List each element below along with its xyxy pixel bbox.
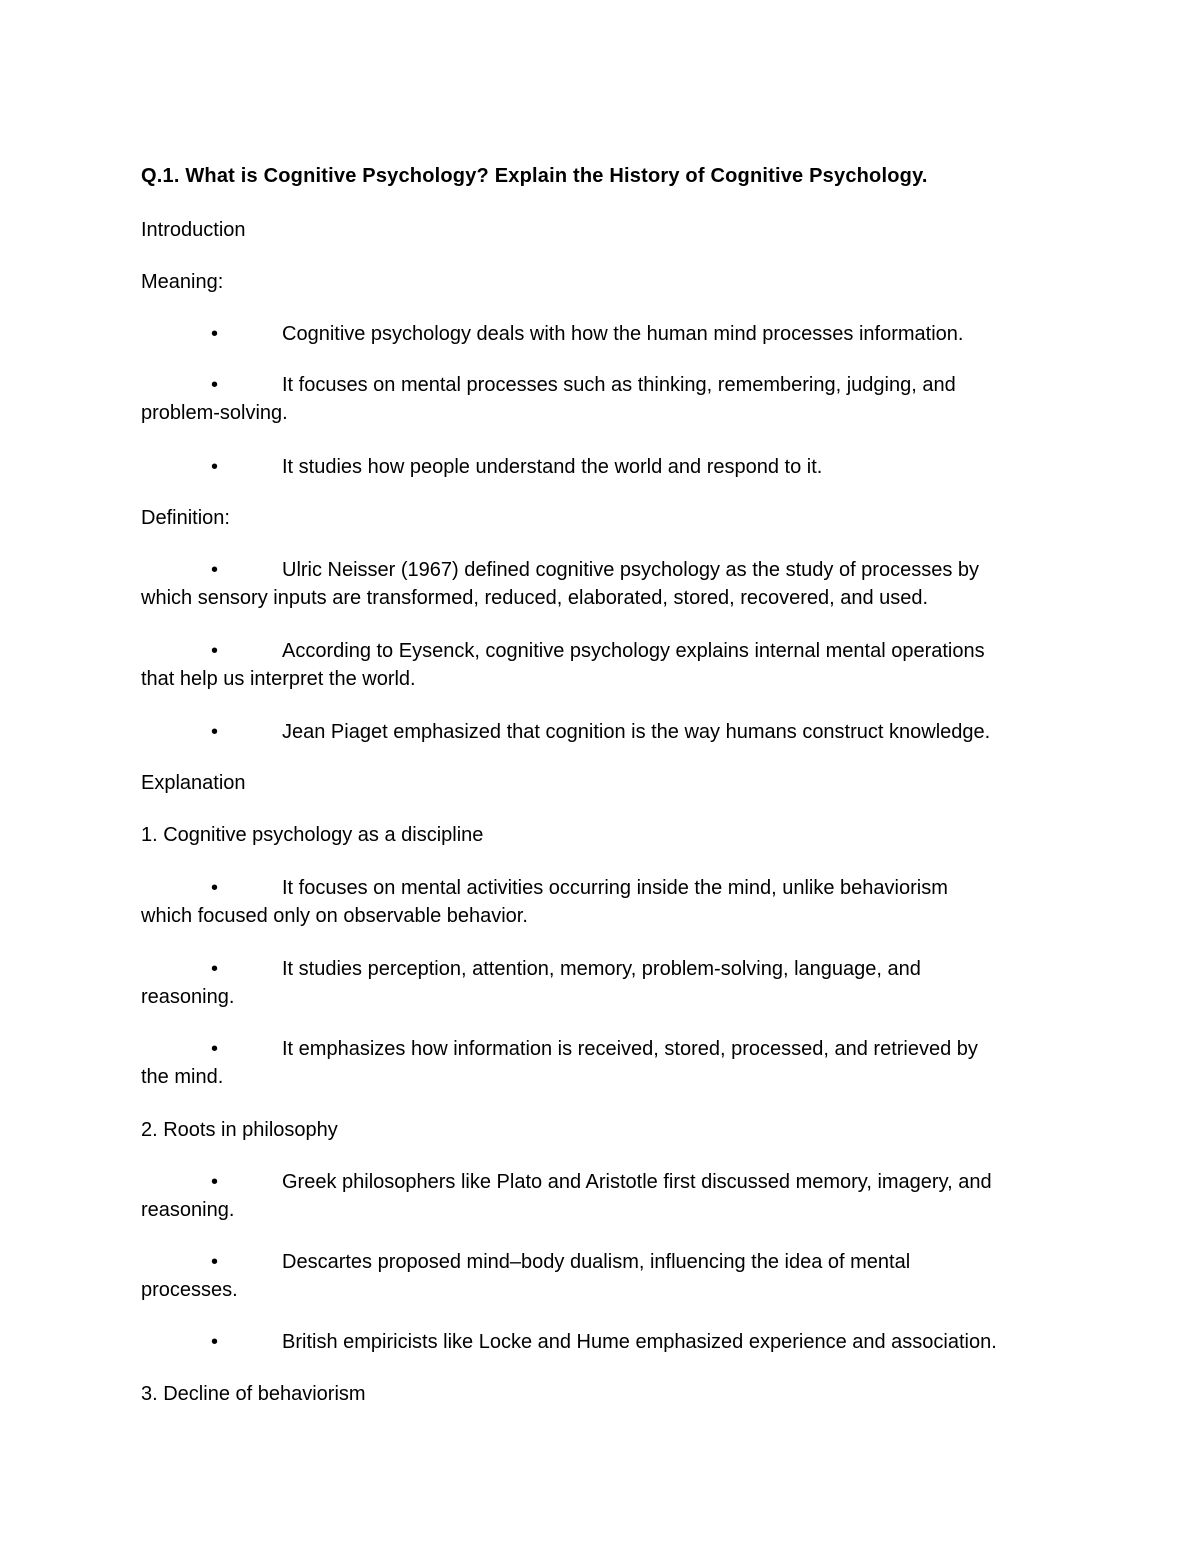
list-item	[141, 718, 1061, 746]
list-item-text: It emphasizes how information is received, stored, processed, and retrieved by	[282, 1038, 978, 1060]
introduction-heading: Introduction	[141, 219, 246, 241]
bullet-icon: •	[211, 721, 219, 743]
bullet-icon: •	[211, 1038, 219, 1060]
list-item-text: British empiricists like Locke and Hume emphasized experience and association.	[282, 1331, 997, 1353]
bullet-icon: •	[211, 374, 219, 396]
list-item-text: Cognitive psychology deals with how the human mind processes information.	[282, 323, 964, 345]
bullet-icon: •	[211, 323, 219, 345]
list-item	[141, 1328, 1061, 1356]
list-item	[141, 371, 1061, 427]
bullet-icon: •	[211, 640, 219, 662]
list-item-text: It focuses on mental processes such as thinking, remembering, judging, and	[282, 374, 956, 396]
list-item	[141, 320, 1061, 348]
list-item	[141, 556, 1061, 612]
section-3-heading: 3. Decline of behaviorism	[141, 1383, 366, 1405]
list-item-text: Descartes proposed mind–body dualism, influencing the idea of mental	[282, 1251, 911, 1273]
list-item	[141, 453, 1061, 481]
list-item-text: It studies how people understand the world and respond to it.	[282, 456, 823, 478]
list-item	[141, 1248, 1061, 1304]
list-item-text: It focuses on mental activities occurring inside the mind, unlike behaviorism	[282, 877, 948, 899]
list-item	[141, 637, 1061, 693]
list-item	[141, 1035, 1061, 1091]
list-item-text-continued: problem-solving.	[141, 402, 288, 424]
list-item-text: Greek philosophers like Plato and Aristotle first discussed memory, imagery, and	[282, 1171, 992, 1193]
meaning-heading: Meaning:	[141, 271, 224, 293]
definition-heading: Definition:	[141, 507, 230, 529]
section-1-heading: 1. Cognitive psychology as a discipline	[141, 824, 484, 846]
list-item-text-continued: which sensory inputs are transformed, reduced, elaborated, stored, recovered, and used.	[141, 587, 929, 609]
list-item	[141, 874, 1061, 930]
list-item-text-continued: reasoning.	[141, 986, 235, 1008]
bullet-icon: •	[211, 958, 219, 980]
list-item-text-continued: which focused only on observable behavior.	[141, 905, 528, 927]
explanation-heading: Explanation	[141, 772, 246, 794]
bullet-icon: •	[211, 1171, 219, 1193]
bullet-icon: •	[211, 559, 219, 581]
list-item-text-continued: the mind.	[141, 1066, 224, 1088]
list-item-text-continued: that help us interpret the world.	[141, 668, 416, 690]
list-item	[141, 955, 1061, 1011]
list-item	[141, 1168, 1061, 1224]
bullet-icon: •	[211, 456, 219, 478]
bullet-icon: •	[211, 1331, 219, 1353]
list-item-text-continued: reasoning.	[141, 1199, 235, 1221]
section-2-heading: 2. Roots in philosophy	[141, 1119, 338, 1141]
bullet-icon: •	[211, 1251, 219, 1273]
list-item-text: Ulric Neisser (1967) defined cognitive psychology as the study of processes by	[282, 559, 980, 581]
list-item-text: According to Eysenck, cognitive psychology explains internal mental operations	[282, 640, 985, 662]
bullet-icon: •	[211, 877, 219, 899]
page-title: Q.1. What is Cognitive Psychology? Explain the History of Cognitive Psychology.	[141, 165, 928, 187]
list-item-text: Jean Piaget emphasized that cognition is the way humans construct knowledge.	[282, 721, 991, 743]
list-item-text-continued: processes.	[141, 1279, 238, 1301]
list-item-text: It studies perception, attention, memory, problem-solving, language, and	[282, 958, 921, 980]
